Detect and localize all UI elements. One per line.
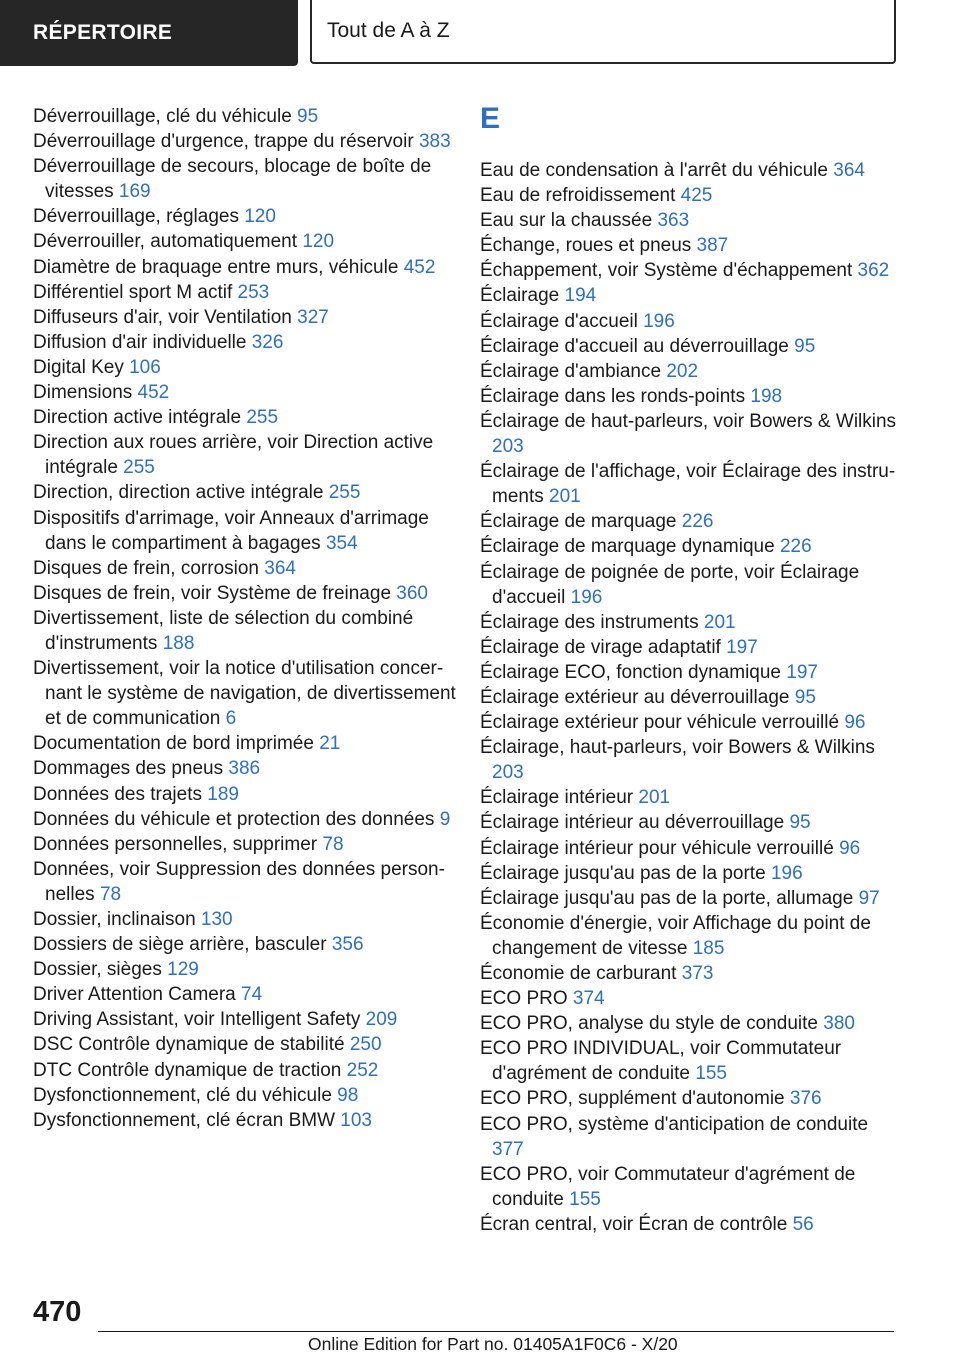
index-entry	[33, 506, 458, 556]
page-reference-link[interactable]: 362	[857, 260, 890, 282]
index-entry	[33, 656, 458, 731]
page-reference-link[interactable]: 6	[225, 708, 237, 730]
page-reference-link[interactable]: 255	[123, 457, 155, 479]
index-entry	[480, 183, 900, 208]
page-reference-link[interactable]: 9	[439, 808, 451, 830]
index-entry	[480, 1212, 900, 1237]
page-number: 470	[33, 1296, 82, 1328]
page-reference-link[interactable]: 189	[207, 783, 239, 805]
index-entry	[480, 710, 900, 735]
subsection-tab: Tout de A à Z	[310, 0, 896, 64]
index-entry-text: Eau de refroidissement	[480, 185, 676, 207]
page-reference-link[interactable]: 452	[403, 256, 436, 278]
page-reference-link[interactable]: 253	[237, 281, 270, 303]
page-reference-link[interactable]: 226	[779, 536, 812, 558]
index-entry-text: Éclairage intérieur	[480, 787, 634, 809]
index-entry	[480, 886, 900, 911]
index-entry-text: Éclairage de virage adaptatif	[480, 636, 721, 658]
page-reference-link[interactable]: 250	[349, 1034, 382, 1056]
index-entry-text: ECO PRO, voir Commutateur d'agrément de conduite	[480, 1163, 856, 1210]
index-entry	[480, 986, 900, 1011]
index-entry	[33, 154, 458, 204]
index-entry-text: Dysfonctionnement, clé du véhicule	[33, 1084, 332, 1106]
index-entry-text: DTC Contrôle dynamique de traction	[33, 1059, 342, 1081]
index-entry-text: Éclairage intérieur pour véhicule verrouillé	[480, 837, 834, 859]
page-reference-link[interactable]: 97	[858, 887, 880, 909]
index-entry-text: Déverrouillage, réglages	[33, 206, 239, 228]
index-entry	[33, 907, 458, 932]
index-entry	[33, 355, 458, 380]
page-reference-link[interactable]: 326	[251, 331, 284, 353]
page-reference-link[interactable]: 155	[569, 1188, 601, 1210]
page-reference-link[interactable]: 452	[137, 382, 170, 404]
index-entry-text: Données du véhicule et protection des données	[33, 808, 435, 830]
page-reference-link[interactable]: 103	[340, 1109, 372, 1131]
page-reference-link[interactable]: 120	[302, 231, 335, 253]
index-entry	[480, 208, 900, 233]
page-reference-link[interactable]: 360	[396, 582, 428, 604]
page-reference-link[interactable]: 376	[789, 1088, 822, 1110]
index-entry	[480, 861, 900, 886]
page-reference-link[interactable]: 78	[322, 833, 344, 855]
page-reference-link[interactable]: 386	[228, 758, 261, 780]
page-reference-link[interactable]: 356	[331, 934, 364, 956]
index-column-right	[480, 104, 900, 1237]
index-entry	[33, 204, 458, 229]
page-reference-link[interactable]: 169	[118, 181, 151, 203]
page-reference-link[interactable]: 374	[572, 988, 605, 1010]
page-reference-link[interactable]: 363	[657, 210, 690, 232]
index-entry-text: Diamètre de braquage entre murs, véhicule	[33, 256, 399, 278]
index-entry	[33, 330, 458, 355]
index-entry	[33, 581, 458, 606]
index-entry-text: Échappement, voir Système d'échappement	[480, 260, 853, 282]
index-entry	[480, 359, 900, 384]
index-entry-text: Eau sur la chaussée	[480, 210, 653, 232]
index-entry	[33, 129, 458, 154]
index-entry-text: Éclairage de haut-parleurs, voir Bowers & Wilkins	[480, 410, 897, 432]
index-entry-text: Déverrouiller, automatiquement	[33, 231, 298, 253]
index-entry	[33, 1108, 458, 1133]
index-entry	[480, 560, 900, 610]
index-entry-text: Diffusion d'air individuelle	[33, 331, 247, 353]
page-reference-link[interactable]: 95	[297, 106, 319, 127]
index-entry	[33, 104, 458, 129]
index-entry	[33, 229, 458, 254]
index-entry	[480, 810, 900, 835]
index-entry	[480, 1036, 900, 1086]
index-entry	[33, 807, 458, 832]
index-entry	[33, 857, 458, 907]
page-reference-link[interactable]: 387	[696, 235, 729, 257]
page-reference-link[interactable]: 209	[365, 1009, 398, 1031]
page-reference-link[interactable]: 364	[833, 160, 865, 181]
page-reference-link[interactable]: 120	[244, 206, 276, 228]
page-reference-link[interactable]: 21	[319, 733, 341, 755]
index-entry	[480, 534, 900, 559]
page-reference-link[interactable]: 197	[726, 636, 758, 658]
index-entry	[33, 255, 458, 280]
page-reference-link[interactable]: 425	[680, 185, 713, 207]
index-entry-text: Éclairage intérieur au déverrouillage	[480, 812, 785, 834]
index-entry	[480, 1162, 900, 1212]
index-entry-text: Disques de frein, corrosion	[33, 557, 259, 579]
page-reference-link[interactable]: 98	[337, 1084, 359, 1106]
index-entry	[480, 961, 900, 986]
index-entry	[480, 911, 900, 961]
page-reference-link[interactable]: 194	[564, 285, 597, 307]
page-reference-link[interactable]: 198	[750, 385, 783, 407]
index-entry	[33, 832, 458, 857]
page-reference-link[interactable]: 380	[823, 1013, 855, 1035]
index-entry	[480, 409, 900, 459]
index-entry-text: Dossiers de siège arrière, basculer	[33, 934, 327, 956]
index-entry	[480, 158, 900, 183]
index-entry-text: Dossier, inclinaison	[33, 909, 196, 930]
index-entry-text: Dysfonctionnement, clé écran BMW	[33, 1109, 336, 1131]
page-reference-link[interactable]: 383	[418, 131, 451, 153]
page-reference-link[interactable]: 130	[200, 909, 233, 930]
index-entry	[33, 480, 458, 505]
page-reference-link[interactable]: 252	[346, 1059, 379, 1081]
index-entry	[480, 459, 900, 509]
footer-divider	[98, 1331, 894, 1332]
index-entry-text: Direction, direction active intégrale	[33, 482, 324, 504]
index-entry	[33, 1058, 458, 1083]
index-entry-text: Déverrouillage, clé du véhicule	[33, 106, 292, 127]
index-entry	[33, 1032, 458, 1057]
index-entry-text: Éclairage de poignée de porte, voir Éclairage d'accueil	[480, 561, 860, 608]
index-entry-text: Diffuseurs d'air, voir Ventilation	[33, 306, 292, 328]
index-entry	[480, 635, 900, 660]
page-reference-link[interactable]: 56	[792, 1213, 814, 1235]
page-reference-link[interactable]: 106	[129, 356, 161, 378]
page-reference-link[interactable]: 129	[167, 959, 199, 981]
index-entry-text: Éclairage extérieur au déverrouillage	[480, 686, 790, 708]
index-entry	[480, 610, 900, 635]
index-entry	[480, 384, 900, 409]
page-reference-link[interactable]: 95	[794, 686, 816, 708]
index-entry-text: Dommages des pneus	[33, 758, 224, 780]
index-entry	[33, 731, 458, 756]
index-entry-text: Données personnelles, supprimer	[33, 833, 318, 855]
index-entry-text: Driving Assistant, voir Intelligent Safety	[33, 1009, 361, 1031]
page-reference-link[interactable]: 201	[703, 611, 736, 633]
index-entry-text: ECO PRO INDIVIDUAL, voir Commutateur d'agrément de conduite	[480, 1038, 842, 1085]
index-entry-text: Documentation de bord imprimée	[33, 733, 314, 755]
page-reference-link[interactable]: 203	[492, 762, 524, 784]
section-tab: RÉPERTOIRE	[0, 0, 298, 66]
index-entry-text: Disques de frein, voir Système de freinage	[33, 582, 392, 604]
index-entry	[33, 380, 458, 405]
index-entry-text: Éclairage de l'affichage, voir Éclairage des instruments	[480, 461, 896, 508]
index-entry-text: Éclairage jusqu'au pas de la porte, allumage	[480, 887, 854, 909]
index-entry-text: Économie d'énergie, voir Affichage du point de changement de vitesse	[480, 912, 871, 959]
page-reference-link[interactable]: 373	[681, 963, 714, 984]
index-entry-text: Déverrouillage d'urgence, trappe du réservoir	[33, 131, 414, 153]
index-entry-text: Divertissement, liste de sélection du combiné d'instruments	[33, 607, 414, 654]
index-entry-text: Écran central, voir Écran de contrôle	[480, 1213, 788, 1235]
index-entry-text: Éclairage d'accueil au déverrouillage	[480, 335, 789, 357]
index-entry-text: Éclairage dans les ronds-points	[480, 385, 746, 407]
page-header	[0, 0, 960, 66]
page-reference-link[interactable]: 327	[297, 306, 329, 328]
page-reference-link[interactable]: 201	[549, 486, 581, 508]
page-reference-link[interactable]: 203	[492, 436, 524, 458]
index-entry-text: Eau de condensation à l'arrêt du véhicule	[480, 160, 828, 181]
page-reference-link[interactable]: 155	[695, 1063, 727, 1085]
index-entry	[480, 1086, 900, 1111]
index-entry	[480, 334, 900, 359]
index-entry	[33, 305, 458, 330]
index-entry-text: DSC Contrôle dynamique de stabilité	[33, 1034, 345, 1056]
page-reference-link[interactable]: 96	[839, 837, 861, 859]
page-reference-link[interactable]: 196	[643, 310, 675, 332]
index-entry	[33, 405, 458, 430]
index-entry	[480, 735, 900, 785]
page-reference-link[interactable]: 201	[638, 787, 671, 809]
page-reference-link[interactable]: 196	[570, 586, 603, 608]
page-reference-link[interactable]: 196	[770, 862, 803, 884]
index-entry	[480, 509, 900, 534]
index-entry-text: Éclairage de marquage dynamique	[480, 536, 775, 558]
index-entry-text: Éclairage, haut-parleurs, voir Bowers & Wilkins	[480, 737, 875, 759]
page-reference-link[interactable]: 226	[681, 511, 714, 533]
index-entry-text: Échange, roues et pneus	[480, 235, 692, 257]
index-entry	[33, 982, 458, 1007]
index-entry	[33, 280, 458, 305]
index-entry-text: Direction aux roues arrière, voir Direction active intégrale	[33, 432, 434, 479]
page-reference-link[interactable]: 74	[241, 984, 263, 1006]
index-letter-heading: E	[480, 102, 501, 135]
index-entry-text: Dimensions	[33, 382, 133, 404]
page-reference-link[interactable]: 255	[246, 407, 279, 429]
index-entry-text: Dossier, sièges	[33, 959, 162, 981]
index-entry	[480, 660, 900, 685]
index-entry	[480, 1011, 900, 1036]
page-reference-link[interactable]: 185	[692, 937, 725, 959]
index-entry-text: Dispositifs d'arrimage, voir Anneaux d'arrimage dans le compartiment à bagages	[33, 507, 429, 554]
index-entry	[33, 430, 458, 480]
index-entry	[480, 785, 900, 810]
index-entry-text: Données, voir Suppression des données personnelles	[33, 858, 445, 905]
index-entry-text: Différentiel sport M actif	[33, 281, 233, 303]
index-entry	[480, 836, 900, 861]
index-entry	[480, 258, 900, 283]
index-entry-text: Économie de carburant	[480, 963, 677, 984]
page-reference-link[interactable]: 377	[492, 1138, 524, 1160]
index-entry-text: Éclairage	[480, 285, 560, 307]
index-entry	[33, 782, 458, 807]
index-entries-right	[480, 158, 900, 1237]
index-entry-text: Éclairage ECO, fonction dynamique	[480, 661, 781, 683]
index-entry-text: Driver Attention Camera	[33, 984, 236, 1006]
page-reference-link[interactable]: 354	[325, 532, 358, 554]
index-entry	[33, 957, 458, 982]
index-entry-text: ECO PRO, système d'anticipation de conduite	[480, 1113, 869, 1135]
index-entry	[480, 283, 900, 308]
index-entry-text: Éclairage d'accueil	[480, 310, 638, 332]
page-reference-link[interactable]: 255	[328, 482, 361, 504]
page-reference-link[interactable]: 197	[786, 661, 818, 683]
index-entry	[33, 1007, 458, 1032]
footer-edition-text: Online Edition for Part no. 01405A1F0C6 - X/20	[308, 1334, 678, 1354]
page-reference-link[interactable]: 364	[264, 557, 296, 579]
index-entry-text: Éclairage d'ambiance	[480, 360, 662, 382]
index-entry-text: Direction active intégrale	[33, 407, 242, 429]
index-column-left	[33, 104, 458, 1133]
page-reference-link[interactable]: 96	[844, 712, 866, 734]
index-entry	[33, 606, 458, 656]
index-entry-text: Divertissement, voir la notice d'utilisation concernant le système de navigation, de divertissement et de communication	[33, 658, 456, 730]
index-entry-text: Digital Key	[33, 356, 124, 378]
index-entry-text: Éclairage extérieur pour véhicule verrouillé	[480, 712, 840, 734]
index-entry-text: ECO PRO, supplément d'autonomie	[480, 1088, 785, 1110]
page-reference-link[interactable]: 95	[794, 335, 816, 357]
index-entry	[480, 309, 900, 334]
index-entry	[33, 556, 458, 581]
index-entry-text: Données des trajets	[33, 783, 202, 805]
index-entry	[480, 233, 900, 258]
index-entry-text: Éclairage de marquage	[480, 511, 677, 533]
index-entry	[33, 756, 458, 781]
page-reference-link[interactable]: 78	[99, 883, 122, 905]
index-entry	[33, 1083, 458, 1108]
page-reference-link[interactable]: 202	[666, 360, 699, 382]
index-entry-text: Éclairage des instruments	[480, 611, 699, 633]
index-entry-text: Éclairage jusqu'au pas de la porte	[480, 862, 766, 884]
page-reference-link[interactable]: 95	[789, 812, 811, 834]
index-entry-text: ECO PRO, analyse du style de conduite	[480, 1013, 818, 1035]
index-entry	[480, 685, 900, 710]
index-entry	[480, 1112, 900, 1162]
page-reference-link[interactable]: 188	[162, 632, 195, 654]
index-entry	[33, 932, 458, 957]
index-entry-text: ECO PRO	[480, 988, 568, 1010]
index-entry-text: Déverrouillage de secours, blocage de boîte de vitesses	[33, 156, 432, 203]
